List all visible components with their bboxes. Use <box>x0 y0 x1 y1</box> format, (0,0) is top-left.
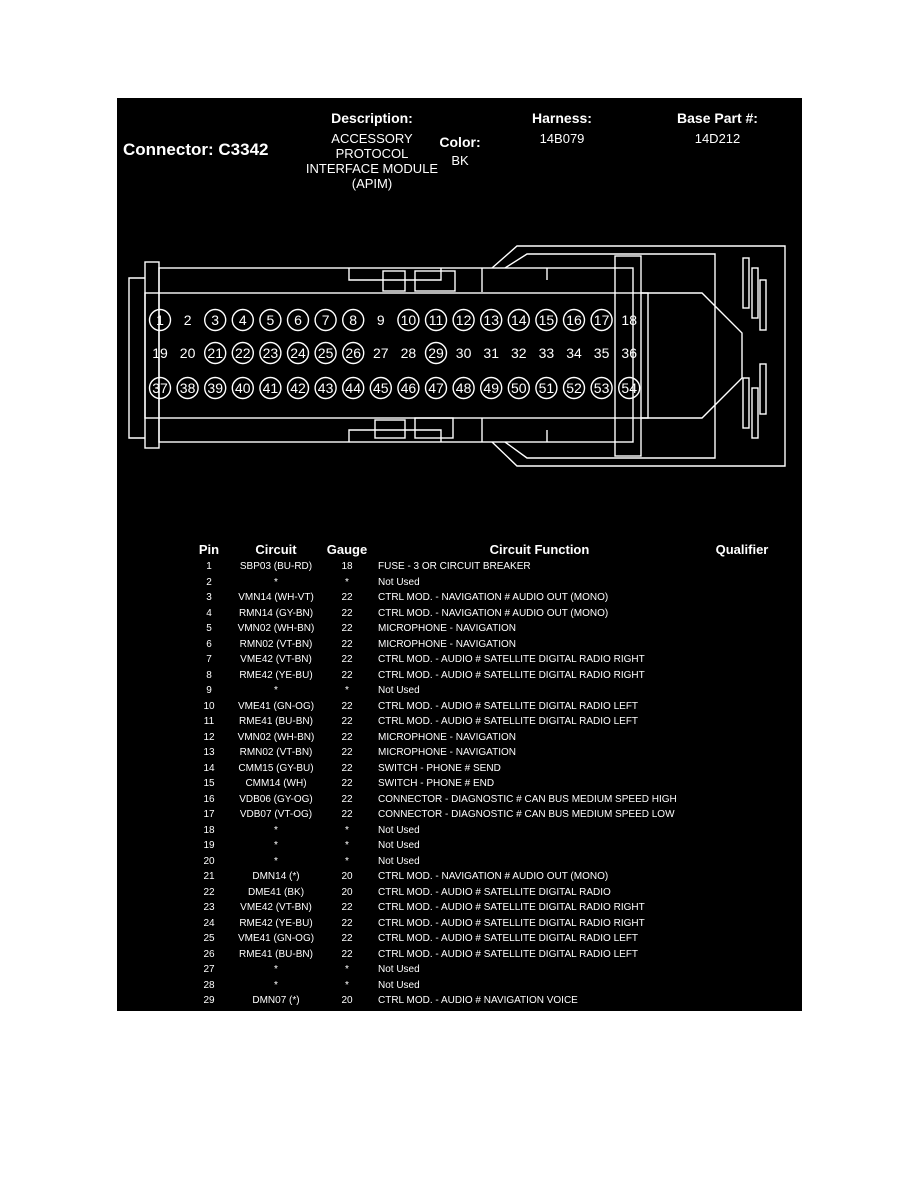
circuit-cell: VMN14 (WH-VT) <box>238 592 314 603</box>
pin-cell: 28 <box>203 979 215 991</box>
circuit-cell: RME41 (BU-BN) <box>239 716 313 727</box>
function-cell: SWITCH - PHONE # SEND <box>378 762 501 774</box>
pin-cell: 3 <box>206 592 212 603</box>
table-row <box>187 699 783 715</box>
connector-outline <box>752 268 758 318</box>
function-cell: Not Used <box>378 685 420 696</box>
pin-label: 23 <box>262 345 279 361</box>
circuit-cell: * <box>274 685 278 696</box>
qualifier-cell <box>701 792 783 808</box>
gauge-cell: 22 <box>341 917 353 929</box>
function-cell: CTRL MOD. - AUDIO # SATELLITE DIGITAL RADIO LEFT <box>378 700 639 712</box>
qualifier-cell <box>701 559 783 575</box>
pin-label: 50 <box>511 380 527 396</box>
circuit-cell: VMN02 (WH-BN) <box>237 623 315 634</box>
pin-label: 9 <box>376 312 385 328</box>
qualifier-cell <box>701 745 783 761</box>
function-cell: MICROPHONE - NAVIGATION <box>378 623 516 634</box>
table-row <box>187 730 783 746</box>
gauge-cell: * <box>345 576 349 588</box>
circuit-cell: SBP03 (BU-RD) <box>239 561 313 572</box>
base-part-value: 14D212 <box>694 131 741 146</box>
color-heading: Color: <box>439 134 481 150</box>
pin-cell: 14 <box>203 762 215 774</box>
pin-label: 29 <box>428 345 444 361</box>
description-line: PROTOCOL <box>335 146 409 161</box>
pin-cell: 15 <box>203 778 215 789</box>
gauge-cell: 22 <box>341 778 353 789</box>
gauge-cell: 22 <box>341 669 353 681</box>
circuit-cell: * <box>274 964 278 975</box>
table-row <box>187 652 783 668</box>
function-cell: Not Used <box>378 840 420 851</box>
table-row <box>187 993 783 1009</box>
pin-table <box>187 539 783 1009</box>
gauge-cell: 20 <box>341 886 353 898</box>
gauge-cell: 22 <box>341 762 353 774</box>
circuit-cell: VDB07 (VT-OG) <box>239 809 313 820</box>
table-row <box>187 962 783 978</box>
pin-label: 51 <box>538 380 555 396</box>
connector-outline <box>349 430 441 442</box>
qualifier-cell <box>701 668 783 684</box>
pin-label: 26 <box>345 345 361 361</box>
pin-label: 10 <box>400 312 417 328</box>
circuit-cell: * <box>274 855 278 867</box>
connector-outline <box>743 378 749 428</box>
table-row <box>187 637 783 653</box>
pin-label: 6 <box>294 312 302 328</box>
qualifier-cell <box>701 838 783 854</box>
function-cell: CONNECTOR - DIAGNOSTIC # CAN BUS MEDIUM SPEED HIGH <box>378 793 677 805</box>
pin-label: 30 <box>455 345 472 361</box>
pin-label: 1 <box>156 312 164 328</box>
pin-label: 35 <box>593 345 610 361</box>
function-cell: Not Used <box>378 979 420 991</box>
table-row <box>187 823 783 839</box>
header-pin: Pin <box>198 541 220 557</box>
pin-cell: 18 <box>203 824 215 836</box>
pin-cell: 10 <box>203 700 215 712</box>
pin-label: 42 <box>290 380 306 396</box>
function-cell: CTRL MOD. - AUDIO # SATELLITE DIGITAL RADIO LEFT <box>378 933 639 944</box>
function-cell: MICROPHONE - NAVIGATION <box>378 747 516 758</box>
table-row <box>187 776 783 792</box>
qualifier-cell <box>701 931 783 947</box>
gauge-cell: * <box>345 685 349 696</box>
connector-outline <box>129 278 145 438</box>
function-cell: CTRL MOD. - AUDIO # SATELLITE DIGITAL RADIO RIGHT <box>378 654 645 665</box>
connector-outline <box>415 271 455 291</box>
qualifier-cell <box>701 606 783 622</box>
pin-label: 13 <box>483 312 499 328</box>
table-row <box>187 947 783 963</box>
table-row <box>187 792 783 808</box>
pin-label: 18 <box>621 312 637 328</box>
pin-cell: 26 <box>203 948 215 960</box>
description-line: (APIM) <box>351 176 393 191</box>
description-line: INTERFACE MODULE <box>305 161 439 176</box>
pin-cell: 6 <box>206 638 212 650</box>
header-gauge: Gauge <box>326 541 368 557</box>
table-row <box>187 854 783 870</box>
table-row <box>187 869 783 885</box>
connector-outline <box>159 268 633 442</box>
pin-label: 39 <box>207 380 223 396</box>
pin-cell: 13 <box>203 747 215 758</box>
qualifier-cell <box>701 683 783 699</box>
pin-cell: 8 <box>206 669 212 681</box>
connector-sheet <box>117 98 802 1011</box>
circuit-cell: * <box>274 840 278 851</box>
qualifier-cell <box>701 869 783 885</box>
pin-label: 5 <box>266 312 275 328</box>
table-row <box>187 885 783 901</box>
circuit-cell: DMN07 (*) <box>252 995 300 1006</box>
circuit-cell: * <box>274 824 278 836</box>
connector-outline <box>743 258 749 308</box>
pin-label: 3 <box>211 312 220 328</box>
table-row <box>187 606 783 622</box>
connector-label: Connector: C3342 <box>123 140 269 159</box>
table-header-row <box>187 539 783 559</box>
pin-label: 44 <box>345 380 361 396</box>
qualifier-cell <box>701 637 783 653</box>
pin-label: 19 <box>152 345 168 361</box>
qualifier-cell <box>701 575 783 591</box>
qualifier-cell <box>701 652 783 668</box>
table-row <box>187 714 783 730</box>
function-cell: Not Used <box>378 855 420 867</box>
table-row <box>187 916 783 932</box>
pin-grid <box>150 310 640 399</box>
gauge-cell: 22 <box>341 716 353 727</box>
connector-outline <box>383 271 405 291</box>
base-part-heading: Base Part #: <box>677 110 758 126</box>
function-cell: CTRL MOD. - NAVIGATION # AUDIO OUT (MONO) <box>378 592 609 603</box>
pin-label: 25 <box>317 345 334 361</box>
table-row <box>187 590 783 606</box>
function-cell: CTRL MOD. - NAVIGATION # AUDIO OUT (MONO) <box>378 871 609 882</box>
qualifier-cell <box>701 714 783 730</box>
pin-cell: 27 <box>203 964 215 975</box>
pin-label: 2 <box>183 312 192 328</box>
circuit-cell: CMM15 (GY-BU) <box>238 762 314 774</box>
circuit-cell: VME41 (GN-OG) <box>237 700 315 712</box>
connector-outline <box>375 420 405 438</box>
function-cell: CTRL MOD. - AUDIO # SATELLITE DIGITAL RADIO RIGHT <box>378 902 645 913</box>
gauge-cell: 22 <box>341 933 353 944</box>
circuit-cell: * <box>274 979 278 991</box>
pin-label: 49 <box>483 380 499 396</box>
pin-label: 12 <box>455 312 472 328</box>
table-row <box>187 838 783 854</box>
gauge-cell: 22 <box>341 948 353 960</box>
pin-label: 43 <box>317 380 334 396</box>
qualifier-cell <box>701 993 783 1009</box>
gauge-cell: 22 <box>341 607 353 619</box>
qualifier-cell <box>701 776 783 792</box>
table-row <box>187 683 783 699</box>
description-heading: Description: <box>331 110 413 126</box>
pin-label: 40 <box>235 380 251 396</box>
pin-cell: 1 <box>206 561 212 572</box>
circuit-cell: VME42 (VT-BN) <box>240 902 312 913</box>
pin-label: 33 <box>538 345 555 361</box>
qualifier-cell <box>701 761 783 777</box>
gauge-cell: 20 <box>341 871 353 882</box>
pin-cell: 12 <box>203 731 215 743</box>
table-row <box>187 745 783 761</box>
pin-label: 47 <box>428 380 444 396</box>
function-cell: MICROPHONE - NAVIGATION <box>378 638 516 650</box>
connector-outline <box>505 254 715 458</box>
header-qualifier: Qualifier <box>715 541 769 557</box>
qualifier-cell <box>701 621 783 637</box>
circuit-cell: VDB06 (GY-OG) <box>239 793 313 805</box>
harness-value: 14B079 <box>539 131 585 146</box>
color-value: BK <box>451 153 469 168</box>
pin-label: 11 <box>428 312 444 328</box>
pin-cell: 22 <box>203 886 215 898</box>
pin-label: 21 <box>207 345 223 361</box>
pin-cell: 7 <box>206 654 212 665</box>
pin-cell: 5 <box>206 623 212 634</box>
table-row <box>187 575 783 591</box>
qualifier-cell <box>701 978 783 994</box>
circuit-cell: RME42 (YE-BU) <box>239 917 313 929</box>
table-row <box>187 761 783 777</box>
qualifier-cell <box>701 962 783 978</box>
pin-label: 28 <box>400 345 417 361</box>
function-cell: Not Used <box>378 824 420 836</box>
pin-cell: 11 <box>203 716 215 727</box>
table-row <box>187 668 783 684</box>
pin-label: 14 <box>511 312 527 328</box>
qualifier-cell <box>701 947 783 963</box>
connector-outline <box>752 388 758 438</box>
circuit-cell: RMN02 (VT-BN) <box>239 638 313 650</box>
pin-cell: 4 <box>206 607 212 619</box>
gauge-cell: 22 <box>341 700 353 712</box>
gauge-cell: 22 <box>341 638 353 650</box>
function-cell: MICROPHONE - NAVIGATION <box>378 731 516 743</box>
qualifier-cell <box>701 699 783 715</box>
pin-cell: 2 <box>206 576 212 588</box>
pin-label: 36 <box>621 345 637 361</box>
function-cell: CONNECTOR - DIAGNOSTIC # CAN BUS MEDIUM SPEED LOW <box>378 809 675 820</box>
circuit-cell: DMN14 (*) <box>252 871 300 882</box>
function-cell: CTRL MOD. - AUDIO # SATELLITE DIGITAL RADIO LEFT <box>378 716 639 727</box>
pin-cell: 9 <box>206 685 212 696</box>
gauge-cell: 22 <box>341 809 353 820</box>
pin-label: 7 <box>321 312 330 328</box>
header-function: Circuit Function <box>489 541 590 557</box>
qualifier-cell <box>701 807 783 823</box>
circuit-cell: VME42 (VT-BN) <box>240 654 312 665</box>
pin-cell: 25 <box>203 933 215 944</box>
qualifier-cell <box>701 730 783 746</box>
gauge-cell: 20 <box>341 995 353 1006</box>
pin-label: 32 <box>511 345 527 361</box>
function-cell: CTRL MOD. - AUDIO # SATELLITE DIGITAL RADIO <box>378 886 611 898</box>
gauge-cell: 22 <box>341 793 353 805</box>
gauge-cell: 18 <box>341 561 353 572</box>
qualifier-cell <box>701 854 783 870</box>
connector-outline <box>415 418 453 438</box>
pin-label: 54 <box>621 380 637 396</box>
gauge-cell: 22 <box>341 731 353 743</box>
gauge-cell: * <box>345 964 349 975</box>
pin-cell: 21 <box>203 871 215 882</box>
header-circuit: Circuit <box>255 541 297 557</box>
connector-outline <box>760 364 766 414</box>
pin-label: 52 <box>566 380 582 396</box>
pin-label: 46 <box>400 380 417 396</box>
pin-label: 24 <box>290 345 306 361</box>
description-line: ACCESSORY <box>331 131 413 146</box>
table-row <box>187 807 783 823</box>
function-cell: CTRL MOD. - NAVIGATION # AUDIO OUT (MONO) <box>378 607 609 619</box>
pin-cell: 23 <box>203 902 215 913</box>
pin-label: 4 <box>238 312 247 328</box>
table-row <box>187 931 783 947</box>
pin-cell: 20 <box>203 855 215 867</box>
pin-cell: 19 <box>203 840 215 851</box>
function-cell: SWITCH - PHONE # END <box>378 778 495 789</box>
circuit-cell: VME41 (GN-OG) <box>237 933 315 944</box>
qualifier-cell <box>701 916 783 932</box>
pin-cell: 16 <box>203 793 215 805</box>
pin-label: 27 <box>373 345 389 361</box>
circuit-cell: * <box>274 576 278 588</box>
circuit-cell: RME42 (YE-BU) <box>239 669 313 681</box>
circuit-cell: RMN02 (VT-BN) <box>239 747 313 758</box>
function-cell: Not Used <box>378 964 420 975</box>
pin-label: 41 <box>262 380 279 396</box>
pin-label: 48 <box>455 380 472 396</box>
function-cell: Not Used <box>378 576 420 588</box>
gauge-cell: 22 <box>341 592 353 603</box>
function-cell: CTRL MOD. - AUDIO # SATELLITE DIGITAL RADIO LEFT <box>378 948 639 960</box>
circuit-cell: CMM14 (WH) <box>245 778 307 789</box>
pin-label: 37 <box>152 380 168 396</box>
qualifier-cell <box>701 900 783 916</box>
qualifier-cell <box>701 823 783 839</box>
pin-label: 34 <box>566 345 582 361</box>
circuit-cell: DME41 (BK) <box>247 886 305 898</box>
connector-outline <box>349 268 441 280</box>
pin-cell: 24 <box>203 917 215 929</box>
gauge-cell: * <box>345 979 349 991</box>
qualifier-cell <box>701 590 783 606</box>
gauge-cell: * <box>345 855 349 867</box>
table-row <box>187 900 783 916</box>
connector-outline <box>760 280 766 330</box>
connector-outline <box>641 293 742 418</box>
qualifier-cell <box>701 885 783 901</box>
pin-label: 38 <box>179 380 196 396</box>
gauge-cell: 22 <box>341 623 353 634</box>
pin-label: 20 <box>179 345 196 361</box>
circuit-cell: RME41 (BU-BN) <box>239 948 313 960</box>
gauge-cell: 22 <box>341 654 353 665</box>
pin-label: 31 <box>483 345 499 361</box>
function-cell: FUSE - 3 OR CIRCUIT BREAKER <box>378 561 531 572</box>
pin-cell: 29 <box>203 995 215 1006</box>
circuit-cell: VMN02 (WH-BN) <box>237 731 315 743</box>
function-cell: CTRL MOD. - AUDIO # SATELLITE DIGITAL RADIO RIGHT <box>378 669 645 681</box>
table-row <box>187 559 783 575</box>
pin-label: 45 <box>373 380 389 396</box>
table-row <box>187 621 783 637</box>
pin-label: 16 <box>566 312 582 328</box>
harness-heading: Harness: <box>532 110 592 126</box>
function-cell: CTRL MOD. - AUDIO # NAVIGATION VOICE <box>378 995 578 1006</box>
pin-label: 8 <box>349 312 358 328</box>
table-row <box>187 978 783 994</box>
gauge-cell: * <box>345 840 349 851</box>
connector-face-diagram <box>117 238 802 478</box>
pin-label: 15 <box>538 312 555 328</box>
gauge-cell: * <box>345 824 349 836</box>
gauge-cell: 22 <box>341 902 353 913</box>
connector-outline <box>492 246 785 466</box>
circuit-cell: RMN14 (GY-BN) <box>238 607 314 619</box>
pin-label: 17 <box>593 312 610 328</box>
pin-label: 22 <box>235 345 251 361</box>
pin-label: 53 <box>593 380 610 396</box>
gauge-cell: 22 <box>341 747 353 758</box>
pin-cell: 17 <box>203 809 215 820</box>
function-cell: CTRL MOD. - AUDIO # SATELLITE DIGITAL RADIO RIGHT <box>378 917 645 929</box>
